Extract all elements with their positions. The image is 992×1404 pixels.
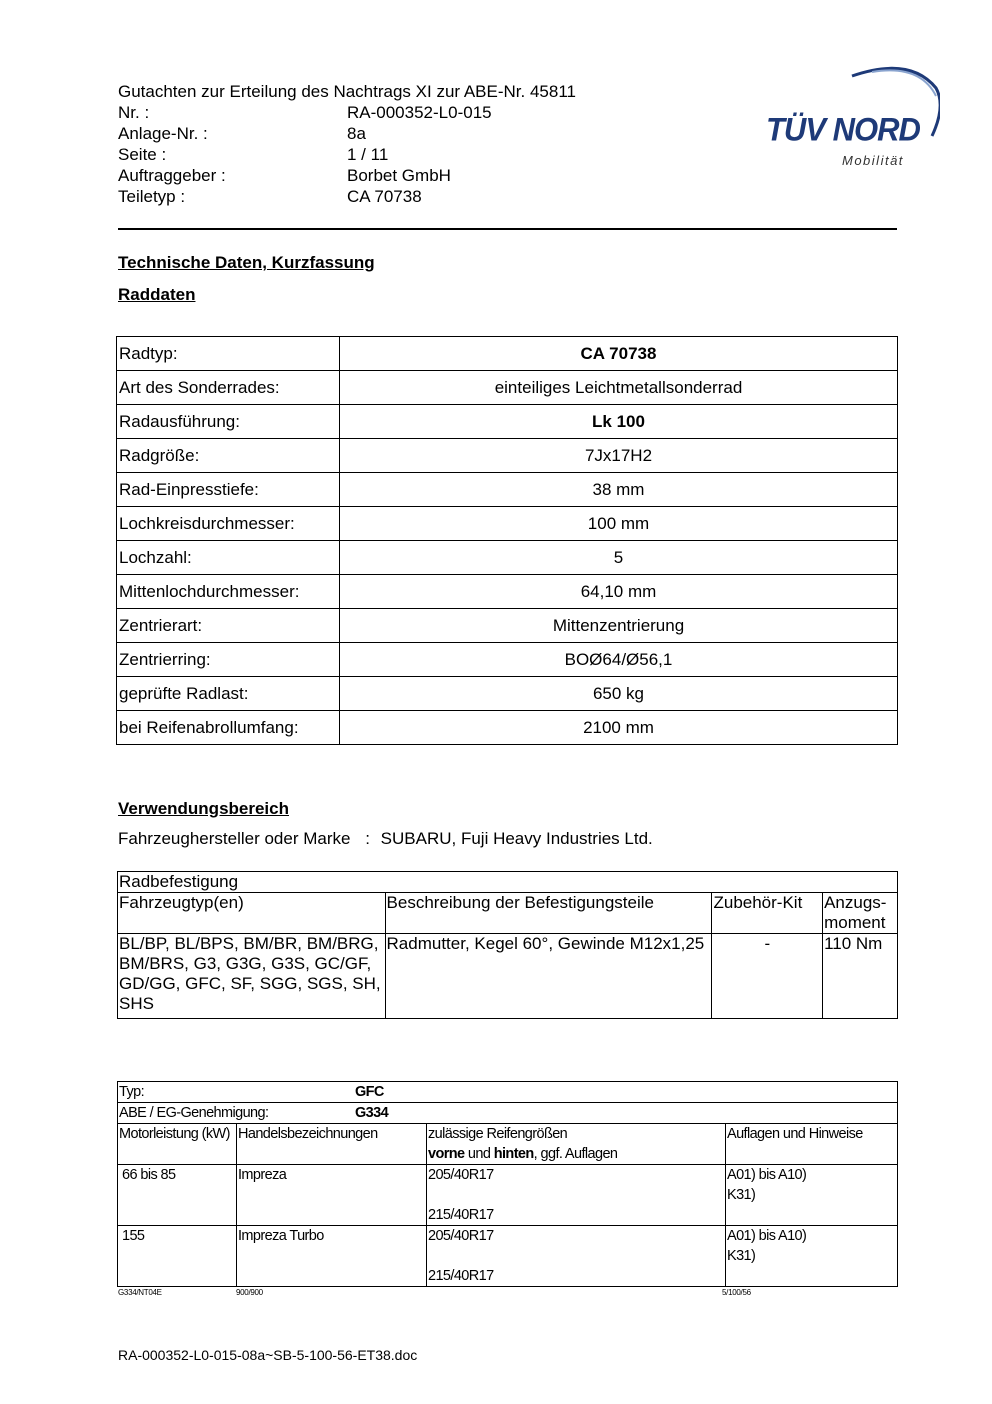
trade-name: Impreza Turbo xyxy=(237,1226,427,1287)
tire-size: 215/40R17 xyxy=(428,1207,494,1223)
table-row xyxy=(117,439,898,473)
header-row-nr xyxy=(118,103,618,124)
row-value: 38 mm xyxy=(340,473,898,507)
motor-power: 66 bis 85 xyxy=(118,1165,237,1226)
abe-label: ABE / EG-Genehmigung: xyxy=(119,1105,269,1121)
row-value: 650 kg xyxy=(340,677,898,711)
header-reifen xyxy=(427,1124,726,1165)
table-row xyxy=(117,371,898,405)
header-und: und xyxy=(464,1146,494,1162)
header-hinten: hinten xyxy=(493,1146,534,1162)
row-label: Rad-Einpresstiefe: xyxy=(117,473,340,507)
row-value: 2100 mm xyxy=(340,711,898,745)
tire-size: 205/40R17 xyxy=(428,1228,494,1244)
header-row-teiletyp xyxy=(118,187,618,208)
abe-row xyxy=(118,1103,898,1124)
typ-value: GFC xyxy=(355,1084,384,1100)
tire-size: 215/40R17 xyxy=(428,1268,494,1284)
row-label: Radausführung: xyxy=(117,405,340,439)
fastener-description: Radmutter, Kegel 60°, Gewinde M12x1,25 xyxy=(385,934,712,1019)
table-row xyxy=(118,1103,898,1124)
motor-power: 155 xyxy=(118,1226,237,1287)
table-row xyxy=(118,1226,898,1287)
row-label: Mittenlochdurchmesser: xyxy=(117,575,340,609)
header-value: 1 / 11 xyxy=(347,145,389,164)
header-label: Seite : xyxy=(118,145,167,164)
table-header-row xyxy=(118,893,898,934)
table-row xyxy=(117,643,898,677)
notes xyxy=(726,1165,898,1226)
header-divider xyxy=(118,228,897,230)
row-value: 5 xyxy=(340,541,898,575)
header-rest: , ggf. Auflagen xyxy=(533,1146,618,1162)
header-label: Nr. : xyxy=(118,103,150,122)
header-description: Beschreibung der Befestigungsteile xyxy=(385,893,712,934)
header-row-auftraggeber xyxy=(118,166,618,187)
logo-subtitle: Mobilität xyxy=(842,153,904,168)
row-value: BOØ64/Ø56,1 xyxy=(340,643,898,677)
row-label: Lochzahl: xyxy=(117,541,340,575)
befestigung-table xyxy=(117,871,898,1019)
row-label: Zentrierart: xyxy=(117,609,340,643)
header-vehicle-types: Fahrzeugtyp(en) xyxy=(118,893,386,934)
header-vorne: vorne xyxy=(428,1146,465,1162)
table-row xyxy=(117,575,898,609)
table-row xyxy=(118,1082,898,1103)
manufacturer-label: Fahrzeughersteller oder Marke xyxy=(118,829,351,848)
row-value: 64,10 mm xyxy=(340,575,898,609)
row-value: 7Jx17H2 xyxy=(340,439,898,473)
note: K31) xyxy=(727,1187,756,1203)
table-row xyxy=(117,337,898,371)
header-value: CA 70738 xyxy=(347,187,422,206)
row-value: CA 70738 xyxy=(340,337,898,371)
row-label: geprüfte Radlast: xyxy=(117,677,340,711)
table-row xyxy=(117,609,898,643)
header-label: Teiletyp : xyxy=(118,187,186,206)
typ-label: Typ: xyxy=(119,1084,144,1100)
notes xyxy=(726,1226,898,1287)
row-value: 100 mm xyxy=(340,507,898,541)
table-row xyxy=(117,541,898,575)
note: A01) bis A10) xyxy=(727,1228,807,1244)
header-label: Anlage-Nr. : xyxy=(118,124,208,143)
header-motor: Motorleistung (kW) xyxy=(118,1124,237,1165)
kit-value: - xyxy=(712,934,823,1019)
tuev-nord-logo xyxy=(760,58,940,173)
row-value: einteiliges Leichtmetallsonderrad xyxy=(340,371,898,405)
tire-size: 205/40R17 xyxy=(428,1167,494,1183)
note: A01) bis A10) xyxy=(727,1167,807,1183)
header-row-anlage xyxy=(118,124,618,145)
header-value: RA-000352-L0-015 xyxy=(347,103,492,122)
document-filename: RA-000352-L0-015-08a~SB-5-100-56-ET38.doc xyxy=(118,1347,418,1363)
row-value: Mittenzentrierung xyxy=(340,609,898,643)
note: K31) xyxy=(727,1248,756,1264)
footnote-left: G334/NT04E xyxy=(118,1288,162,1297)
row-label: Radtyp: xyxy=(117,337,340,371)
manufacturer-value: SUBARU, Fuji Heavy Industries Ltd. xyxy=(380,829,653,848)
torque-value: 110 Nm xyxy=(823,934,898,1019)
typ-row xyxy=(118,1082,898,1103)
tire-sizes xyxy=(427,1165,726,1226)
manufacturer-separator: : xyxy=(365,829,370,848)
trade-name: Impreza xyxy=(237,1165,427,1226)
logo-wordmark: TÜV NORD xyxy=(766,111,920,148)
table-row xyxy=(117,473,898,507)
row-value: Lk 100 xyxy=(340,405,898,439)
row-label: Zentrierring: xyxy=(117,643,340,677)
footnote-right: 5/100/56 xyxy=(722,1288,751,1297)
table-row xyxy=(117,405,898,439)
header-label: Auftraggeber : xyxy=(118,166,226,185)
table-row xyxy=(118,934,898,1019)
header-auflagen: Auflagen und Hinweise xyxy=(726,1124,898,1165)
befestigung-title: Radbefestigung xyxy=(118,872,898,893)
raddaten-table xyxy=(116,336,898,745)
section-raddaten-title: Raddaten xyxy=(118,285,196,304)
header-handel: Handelsbezeichnungen xyxy=(237,1124,427,1165)
document-title: Gutachten zur Erteilung des Nachtrags XI zur ABE-Nr. 45811 xyxy=(118,82,576,101)
manufacturer-line xyxy=(118,829,653,849)
row-label: bei Reifenabrollumfang: xyxy=(117,711,340,745)
tire-sizes xyxy=(427,1226,726,1287)
table-row xyxy=(117,711,898,745)
row-label: Lochkreisdurchmesser: xyxy=(117,507,340,541)
header-value: 8a xyxy=(347,124,366,143)
table-row xyxy=(118,1165,898,1226)
typ-table xyxy=(117,1081,898,1287)
header-reifen-line2 xyxy=(428,1144,724,1164)
table-row xyxy=(117,677,898,711)
table-header-row xyxy=(118,1124,898,1165)
section-verwendung-title: Verwendungsbereich xyxy=(118,799,289,818)
section-tech-title: Technische Daten, Kurzfassung xyxy=(118,253,375,272)
header-value: Borbet GmbH xyxy=(347,166,451,185)
header-kit: Zubehör-Kit xyxy=(712,893,823,934)
table-row xyxy=(117,507,898,541)
abe-value: G334 xyxy=(355,1105,389,1121)
row-label: Art des Sonderrades: xyxy=(117,371,340,405)
header-row-seite xyxy=(118,145,618,166)
row-label: Radgröße: xyxy=(117,439,340,473)
vehicle-types: BL/BP, BL/BPS, BM/BR, BM/BRG, BM/BRS, G3, G3G, G3S, GC/GF, GD/GG, GFC, SF, SGG, SGS, SH, SHS xyxy=(118,934,386,1019)
table-row xyxy=(118,872,898,893)
header-reifen-line1: zulässige Reifengrößen xyxy=(428,1126,568,1142)
header-torque: Anzugs-moment xyxy=(823,893,898,934)
footnote-mid: 900/900 xyxy=(236,1288,263,1297)
